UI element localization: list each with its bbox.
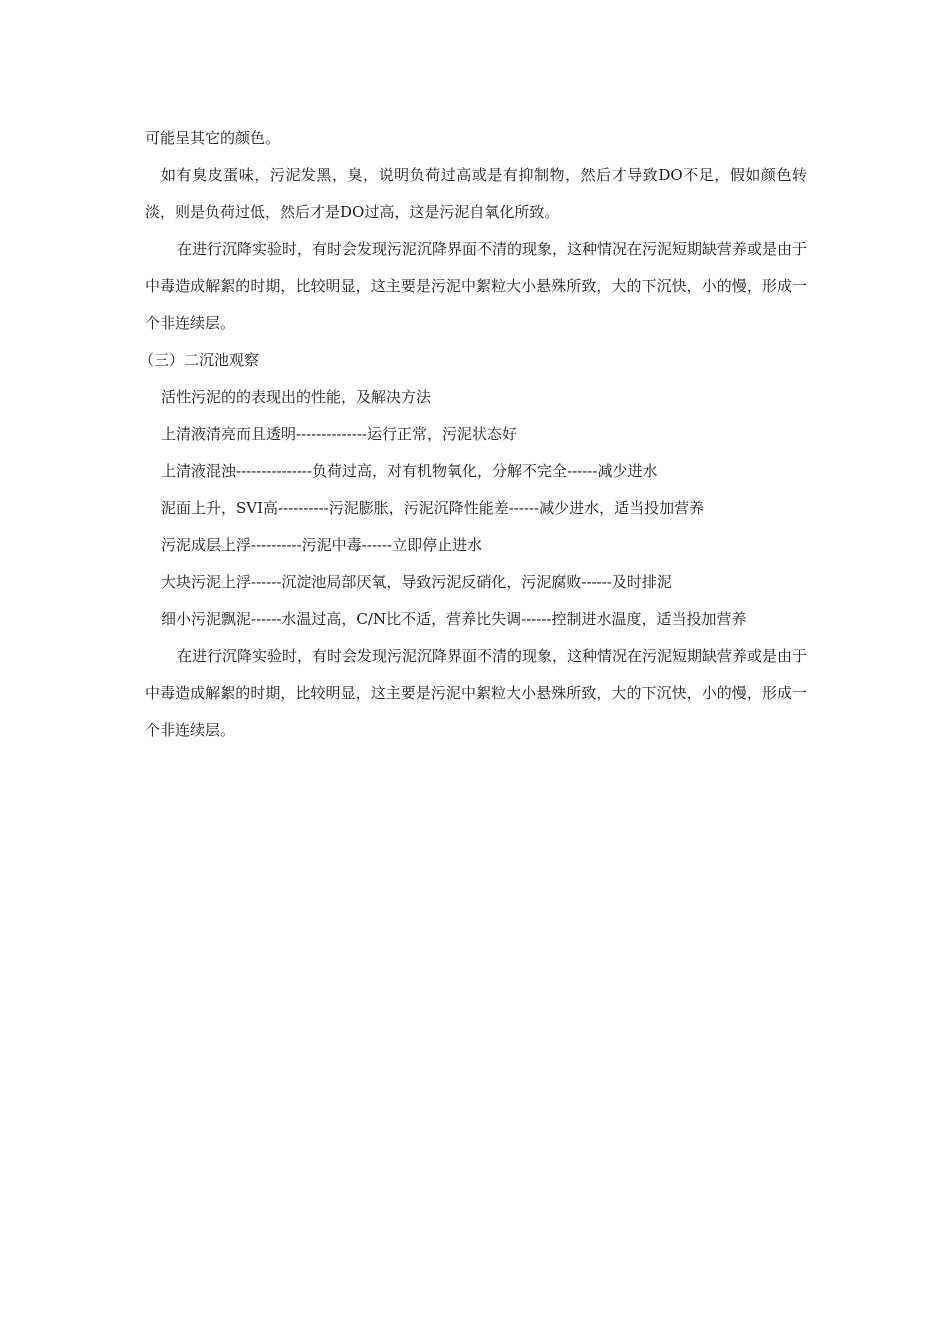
list-intro: 活性污泥的的表现出的性能，及解决方法: [161, 388, 432, 406]
list-item-fine-floc: 细小污泥飘泥------水温过高，C/N比不适，营养比失调------控制进水温度，适当投加营养: [161, 610, 747, 628]
paragraph-settling-test-repeat: 在进行沉降实验时，有时会发现污泥沉降界面不清的现象，这种情况在污泥短期缺营养或是由于中毒造成解絮的时期，比较明显，这主要是污泥中絮粒大小悬殊所致，大的下沉快，小的慢，形成一个非连续层。: [145, 647, 808, 739]
list-item-layered-floating: 污泥成层上浮----------污泥中毒------立即停止进水: [161, 536, 483, 554]
paragraph-odor-note: 如有臭皮蛋味，污泥发黑，臭，说明负荷过高或是有抑制物，然后才导致DO不足，假如颜色转淡，则是负荷过低，然后才是DO过高，这是污泥自氧化所致。: [145, 166, 807, 221]
paragraph-color-note: 可能呈其它的颜色。: [145, 129, 281, 147]
list-item-clear-supernatant: 上清液清亮而且透明--------------运行正常，污泥状态好: [161, 425, 517, 443]
list-item-rising-sludge-svi: 泥面上升，SVI高----------污泥膨胀，污泥沉降性能差------减少进水，适当投加营养: [161, 499, 705, 517]
list-item-turbid-supernatant: 上清液混浊---------------负荷过高，对有机物氧化，分解不完全------减少进水: [161, 462, 658, 480]
list-item-large-floating: 大块污泥上浮------沉淀池局部厌氧，导致污泥反硝化，污泥腐败------及时排泥: [161, 573, 672, 591]
document-body: [139, 120, 808, 749]
paragraph-settling-test: 在进行沉降实验时，有时会发现污泥沉降界面不清的现象，这种情况在污泥短期缺营养或是由于中毒造成解絮的时期，比较明显，这主要是污泥中絮粒大小悬殊所致，大的下沉快，小的慢，形成一个非连续层。: [145, 240, 808, 332]
section-heading-secondary-clarifier: （三）二沉池观察: [139, 351, 260, 369]
